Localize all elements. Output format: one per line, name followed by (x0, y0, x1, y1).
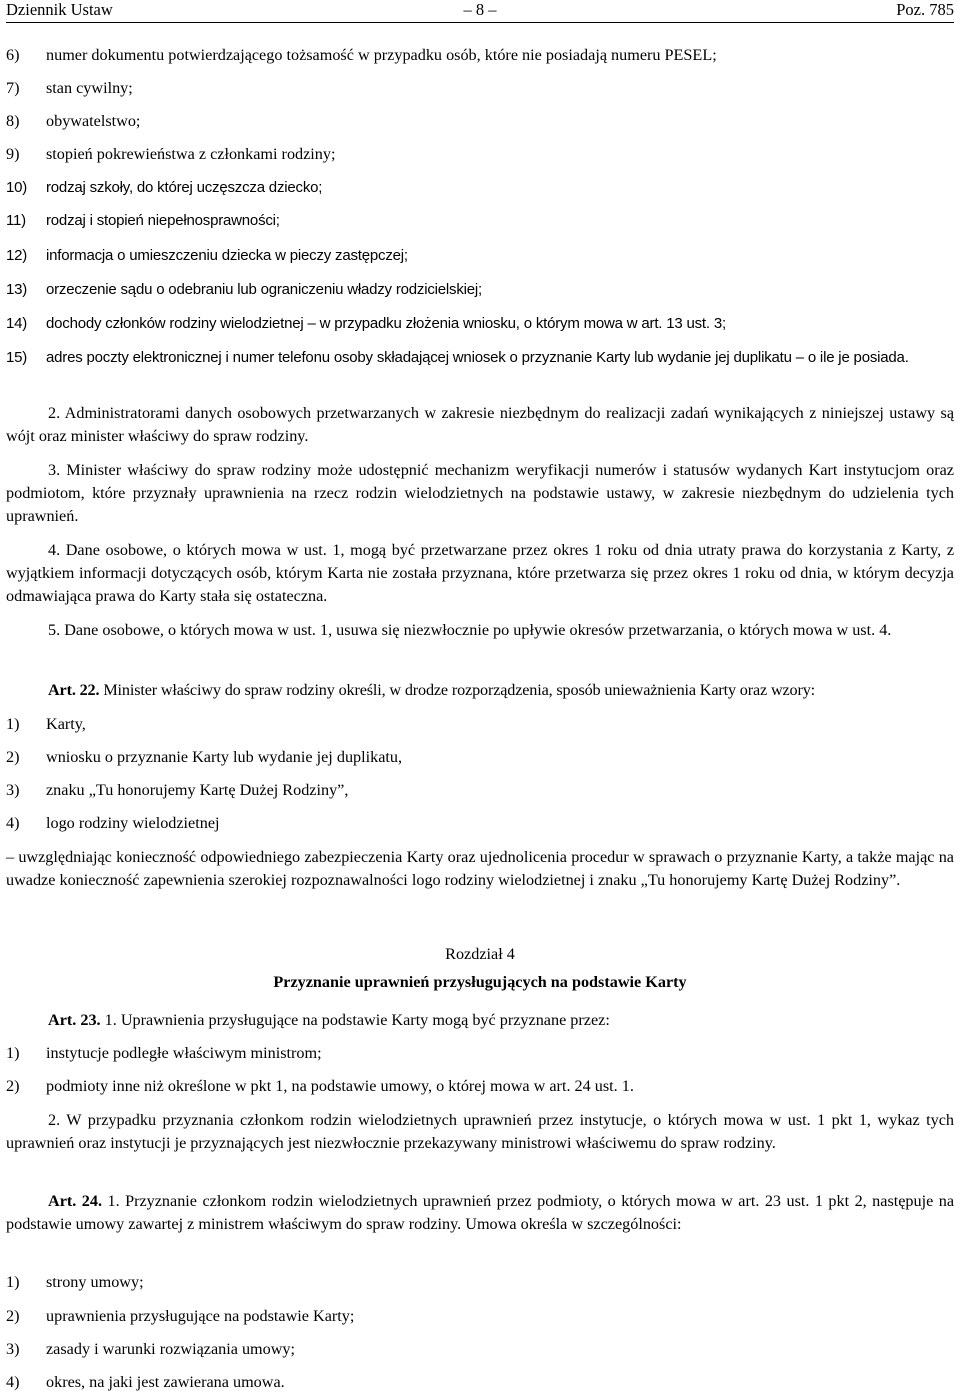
paragraph-5: 5. Dane osobowe, o których mowa w ust. 1, usuwa się niezwłocznie po upływie okresów przetwarzania, o których mowa w ust. 4. (48, 621, 892, 639)
article-23 (6, 1009, 954, 1032)
paragraph-2: 2. Administratorami danych osobowych przetwarzanych w zakresie niezbędnym do realizacji zadań wynikających z niniejszej ustawy są wójt oraz minister właściwy do spraw rodziny. (6, 404, 954, 445)
article-text: 1. Przyznanie członkom rodzin wielodzietnych uprawnień przez podmioty, o których mowa w art. 23 ust. 1 pkt 2, następuje na podstawie umowy zawartej z ministrem właściwym do spraw rodziny. Umowa określa w szczególności: (6, 1192, 955, 1233)
article-22 (6, 679, 954, 702)
list-item: 15) adres poczty elektronicznej i numer telefonu osoby składającej wniosek o przyznanie Karty lub wydanie jej duplikatu – o ile je posiada. (6, 349, 909, 366)
page-number: – 8 – (463, 0, 497, 19)
article-label: Art. 24. (48, 1192, 103, 1210)
chapter-number: Rozdział 4 (445, 945, 515, 963)
article-label: Art. 23. (48, 1011, 101, 1029)
page-header (6, 0, 954, 22)
journal-title: Dziennik Ustaw (6, 0, 113, 19)
article-label: Art. 22. (48, 681, 100, 699)
article-22-closing: – uwzględniając konieczność odpowiedniego zabezpieczenia Karty oraz ujednolicenia procedur w sprawach o przyznanie Karty, a także mając na uwadze konieczność zapewnienia szerokiej rozpoznawalności logo rodziny wielodzietnej i znaku „Tu honorujemy Kartę Dużej Rodziny”. (6, 848, 954, 889)
chapter-title: Przyznanie uprawnień przysługujących na podstawie Karty (273, 973, 687, 991)
paragraph-3: 3. Minister właściwy do spraw rodziny może udostępnić mechanizm weryfikacji numerów i statusów wydanych Kart instytucjom oraz podmiotom, które przyznały uprawnienia na rzecz rodzin wielodzietnych na podstawie ustawy, w zakresie niezbędnym do udzielenia tych uprawnień. (6, 461, 954, 525)
position-number: Poz. 785 (896, 0, 954, 19)
paragraph-4: 4. Dane osobowe, o których mowa w ust. 1, mogą być przetwarzane przez okres 1 roku od dnia utraty prawa do korzystania z Karty, z wyjątkiem informacji dotyczących osób, którym Karta nie została przyznana, które przetwarza się przez okres 1 roku od dnia, w którym decyzja odmawiająca prawa do Karty stała się ostateczna. (6, 541, 954, 605)
article-23-para-2: 2. W przypadku przyznania członkom rodzin wielodzietnych uprawnień przez instytucje, o których mowa w ust. 1 pkt 1, wykaz tych uprawnień oraz instytucji je przyznających jest niezwłocznie przekazywany ministrowi właściwemu do spraw rodziny. (6, 1111, 954, 1152)
article-text: 1. Uprawnienia przysługujące na podstawie Karty mogą być przyznane przez: (104, 1011, 610, 1029)
article-24 (6, 1190, 954, 1236)
header-rule (6, 22, 954, 23)
article-text: Minister właściwy do spraw rodziny określi, w drodze rozporządzenia, sposób unieważnienia Karty oraz wzory: (103, 681, 816, 699)
